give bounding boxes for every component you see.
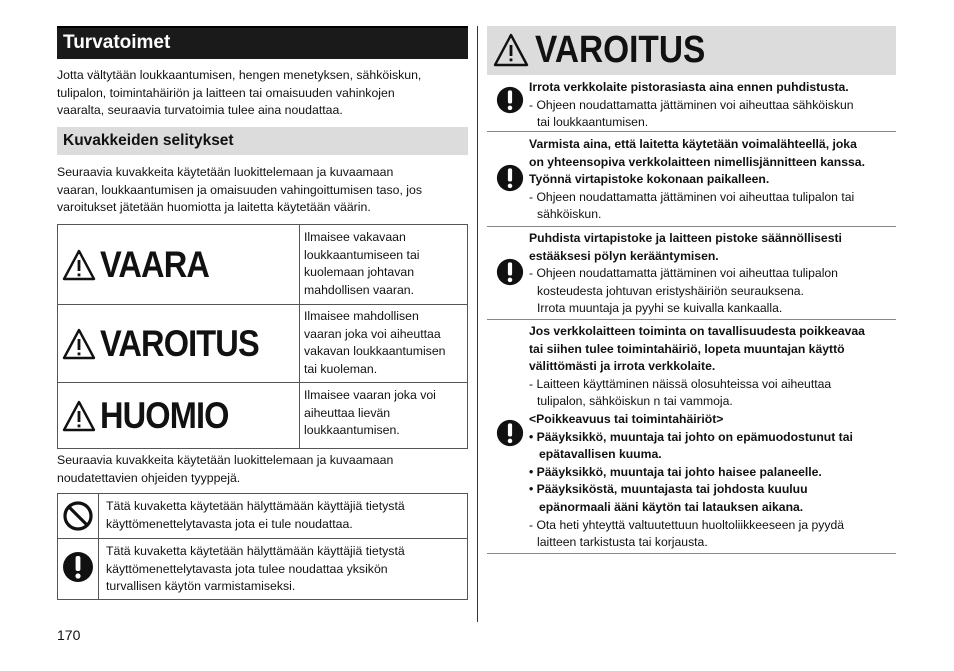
icon-cell — [58, 551, 98, 583]
warning-line: sähköiskun. — [537, 207, 602, 222]
warning-block — [487, 79, 896, 131]
signal-word-huomio — [62, 395, 246, 437]
signal-desc-line: loukkaantumisen. — [304, 423, 400, 437]
warning-line: • Pääyksikkö, muuntaja tai johto on epämuodostunut tai — [529, 429, 853, 444]
icon-row-prohibition — [58, 494, 467, 539]
intro-line: tulipalon, toimintahäiriön ja laitteen tai omaisuuden vahinkojen — [57, 85, 395, 100]
warning-line: Varmista aina, että laitetta käytetään voimalähteellä, joka — [529, 137, 857, 151]
warning-line: • Pääyksiköstä, muuntajasta tai johdosta kuuluu — [529, 482, 808, 497]
block-separator — [487, 226, 896, 227]
warning-block — [487, 230, 896, 318]
signal-desc-line: vaaran joka voi aiheuttaa — [304, 326, 441, 341]
warning-line: välittömästi ja irrota verkkolaite. — [529, 359, 716, 374]
signal-word-table — [57, 224, 468, 449]
intro-paragraph — [57, 67, 468, 120]
prohibition-icon — [62, 500, 94, 532]
signal-desc-line: Ilmaisee mahdollisen — [304, 309, 419, 323]
signal-word-text: VAROITUS — [100, 323, 259, 364]
icon-desc-line: käyttömenettelytavasta jota tulee noudattaa yksikön — [106, 561, 388, 576]
icon-desc-line: turvallisen käytön varmistamiseksi. — [106, 579, 296, 593]
icon-cell — [58, 500, 98, 532]
mandatory-icon — [62, 551, 94, 583]
section-title: Turvatoimet — [63, 32, 171, 53]
signal-desc-line: mahdollisen vaaran. — [304, 282, 415, 297]
signal-description — [304, 387, 464, 440]
icon-desc-line: Tätä kuvaketta käytetään hälyttämään käyttäjiä tietystä — [106, 499, 405, 513]
signal-desc-line: Ilmaisee vakavaan — [304, 230, 406, 244]
warning-line: Puhdista virtapistoke ja laitteen pistoke säännöllisesti — [529, 231, 842, 245]
warning-line: Irrota muuntaja ja pyyhi se kuivalla kankaalla. — [537, 301, 783, 316]
warning-line: Irrota verkkolaite pistorasiasta aina ennen puhdistusta. — [529, 80, 849, 94]
mandatory-icon — [496, 164, 524, 192]
block-separator — [487, 131, 896, 132]
signal-word-text: HUOMIO — [100, 395, 229, 436]
warning-line: - Ohjeen noudattamatta jättäminen voi aiheuttaa tulipalon — [529, 266, 838, 281]
warning-line: kosteudesta johtuvan eristyshäiriön seurauksena. — [537, 283, 804, 298]
warning-line: - Laitteen käyttäminen näissä olosuhteissa voi aiheuttaa — [529, 376, 832, 391]
warning-block — [487, 323, 896, 553]
warning-line: epänormaali ääni käytön tai latauksen aikana. — [539, 500, 804, 514]
warning-line: - Ota heti yhteyttä valtuutettuun huoltoliikkeeseen ja pyydä — [529, 517, 845, 532]
warning-line: on yhteensopiva verkkolaitteen nimellisjännitteen kanssa. — [529, 154, 865, 169]
signal-desc-line: loukkaantumiseen tai — [304, 247, 420, 262]
signal-intro-line: Seuraavia kuvakkeita käytetään luokittelemaan ja kuvaamaan — [57, 165, 394, 179]
warning-block — [487, 136, 896, 224]
section-title-bar — [57, 26, 468, 59]
intro-line: vaaralta, seuraavia turvatoimia tulee aina noudattaa. — [57, 103, 343, 117]
signal-intro-line: varoitukset jätetään huomiotta ja laitetta käytetään väärin. — [57, 200, 371, 214]
page-number: 170 — [57, 627, 81, 643]
icon-intro-line: noudatettavien ohjeiden tyyppejä. — [57, 470, 241, 485]
warning-triangle-icon — [62, 328, 96, 360]
warning-line: tai loukkaantumisen. — [537, 115, 649, 130]
warning-triangle-icon — [62, 400, 96, 432]
signal-desc-line: aiheuttaa lievän — [304, 405, 391, 420]
mandatory-icon — [496, 258, 524, 286]
mandatory-icon — [496, 419, 524, 447]
warning-line: • Pääyksikkö, muuntaja tai johto haisee palaneelle. — [529, 464, 822, 479]
warning-triangle-icon — [493, 33, 529, 67]
signal-row-huomio — [58, 382, 467, 448]
signal-word-varoitus — [62, 323, 280, 365]
warning-line: tulipalon, sähköiskun n tai vammoja. — [537, 394, 733, 409]
icon-description — [106, 543, 462, 596]
signal-desc-line: kuolemaan johtavan — [304, 265, 415, 279]
signal-desc-line: tai kuoleman. — [304, 361, 378, 376]
icon-column-divider — [98, 494, 99, 599]
icon-intro-line: Seuraavia kuvakkeita käytetään luokittelemaan ja kuvaamaan — [57, 453, 394, 467]
icon-legend-table — [57, 493, 468, 600]
signal-desc-line: Ilmaisee vaaran joka voi — [304, 388, 436, 402]
signal-description — [304, 229, 464, 299]
signal-row-vaara — [58, 225, 467, 305]
warning-line: - Ohjeen noudattamatta jättäminen voi aiheuttaa sähköiskun — [529, 97, 854, 112]
column-divider — [477, 26, 478, 622]
signal-description — [304, 308, 464, 378]
signal-word-vaara — [62, 244, 224, 286]
signal-row-varoitus — [58, 304, 467, 383]
mandatory-icon — [496, 86, 524, 114]
icon-desc-line: käyttömenettelytavasta jota ei tule noudattaa. — [106, 516, 353, 531]
icon-desc-line: Tätä kuvaketta käytetään hälyttämään käyttäjiä tietystä — [106, 544, 405, 558]
signal-desc-line: vakavan loukkaantumisen — [304, 344, 446, 358]
warning-heading: VAROITUS — [535, 29, 706, 71]
warning-triangle-icon — [62, 249, 96, 281]
warning-line: epätavallisen kuuma. — [539, 447, 662, 462]
signal-word-text: VAARA — [100, 244, 209, 285]
subheading: Kuvakkeiden selitykset — [63, 132, 234, 149]
signal-intro-paragraph — [57, 164, 468, 217]
warning-line: <Poikkeavuus tai toimintahäiriöt> — [529, 412, 724, 426]
intro-line: Jotta vältytään loukkaantumisen, hengen menetyksen, sähköiskun, — [57, 68, 422, 82]
block-separator — [487, 553, 896, 554]
warning-line: Jos verkkolaitteen toiminta on tavallisuudesta poikkeavaa — [529, 324, 865, 338]
icon-description — [106, 498, 462, 533]
warning-line: Työnnä virtapistoke kokonaan paikalleen. — [529, 172, 770, 187]
warning-heading-bar — [487, 26, 896, 75]
subheading-bar — [57, 127, 468, 155]
icon-row-mandatory — [58, 539, 467, 599]
warning-line: estääksesi pölyn kerääntymisen. — [529, 248, 719, 263]
icon-intro-paragraph — [57, 452, 468, 487]
block-separator — [487, 319, 896, 320]
warning-line: tai siihen tulee toimintahäiriö, lopeta muuntajan käyttö — [529, 341, 845, 356]
table-column-divider — [299, 225, 300, 448]
warning-line: - Ohjeen noudattamatta jättäminen voi aiheuttaa tulipalon tai — [529, 189, 855, 204]
warning-line: laitteen tarkistusta tai korjausta. — [537, 535, 708, 550]
signal-intro-line: vaaran, loukkaantumisen ja omaisuuden vahingoittumisen taso, jos — [57, 182, 423, 197]
